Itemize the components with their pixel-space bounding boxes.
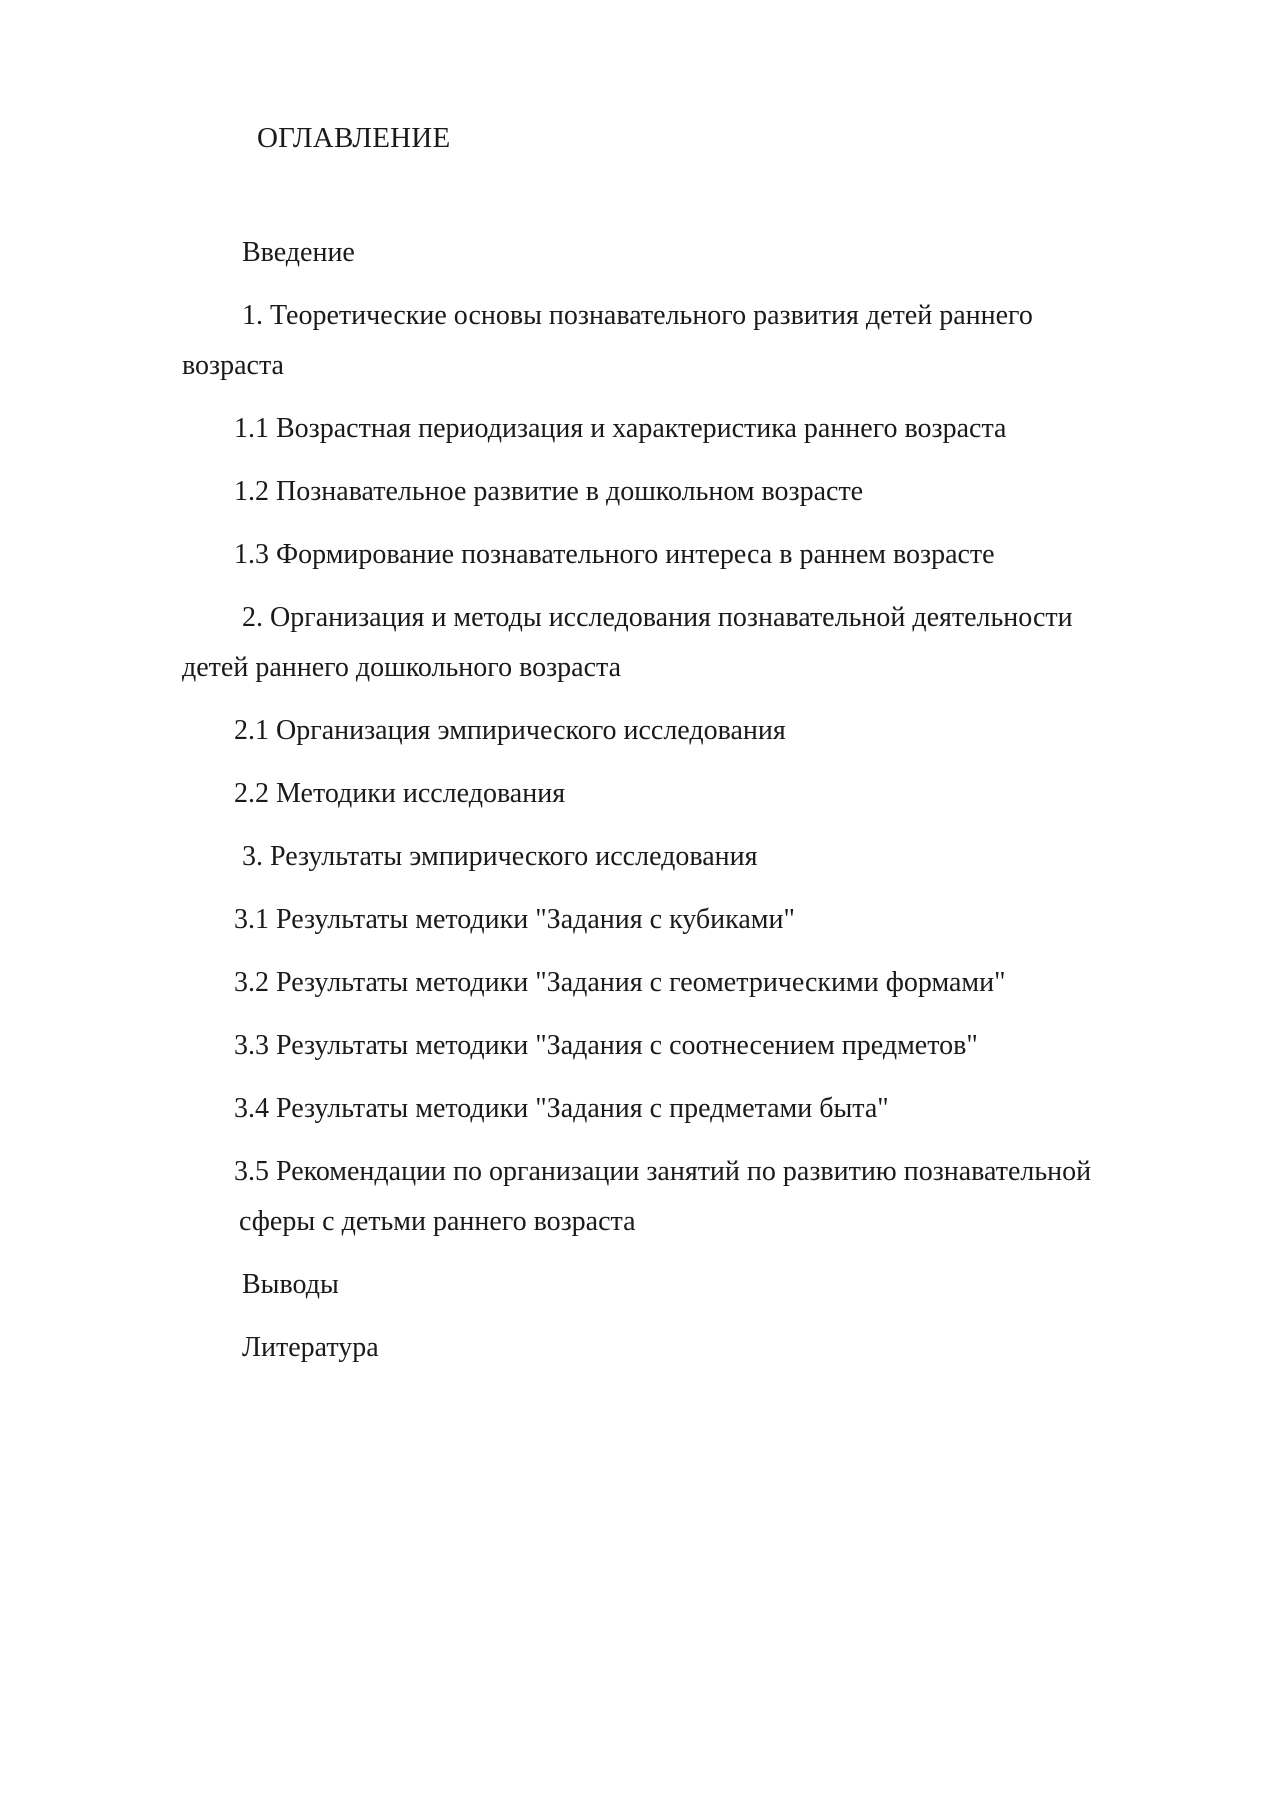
toc-entry-literature: Литература xyxy=(242,1332,379,1363)
toc-entry-3-2: 3.2 Результаты методики "Задания с геометрическими формами" xyxy=(234,967,1006,998)
toc-entry-3-4: 3.4 Результаты методики "Задания с предметами быта" xyxy=(234,1093,889,1124)
toc-entry-introduction: Введение xyxy=(242,237,355,268)
toc-entry-3-5: 3.5 Рекомендации по организации занятий по развитию познавательной сферы с детьми раннего возраста xyxy=(234,1156,1092,1237)
toc-entry-chapter-3: 3. Результаты эмпирического исследования xyxy=(242,841,758,872)
toc-entry-1-3: 1.3 Формирование познавательного интереса в раннем возрасте xyxy=(234,539,995,570)
toc-entry-3-3: 3.3 Результаты методики "Задания с соотнесением предметов" xyxy=(234,1030,978,1061)
toc-entry-1-1: 1.1 Возрастная периодизация и характеристика раннего возраста xyxy=(234,413,1007,444)
toc-entry-chapter-1: 1. Теоретические основы познавательного развития детей раннего возраста xyxy=(182,300,1033,381)
toc-entry-chapter-2: 2. Организация и методы исследования познавательной деятельности детей раннего дошкольного возраста xyxy=(182,602,1073,683)
toc-entry-2-1: 2.1 Организация эмпирического исследования xyxy=(234,715,786,746)
toc-entry-3-1: 3.1 Результаты методики "Задания с кубиками" xyxy=(234,904,795,935)
toc-entry-2-2: 2.2 Методики исследования xyxy=(234,778,566,809)
table-of-contents xyxy=(182,228,1102,1386)
toc-title: ОГЛАВЛЕНИЕ xyxy=(257,122,451,154)
toc-entry-conclusions: Выводы xyxy=(242,1269,339,1300)
toc-entry-1-2: 1.2 Познавательное развитие в дошкольном возрасте xyxy=(234,476,864,507)
